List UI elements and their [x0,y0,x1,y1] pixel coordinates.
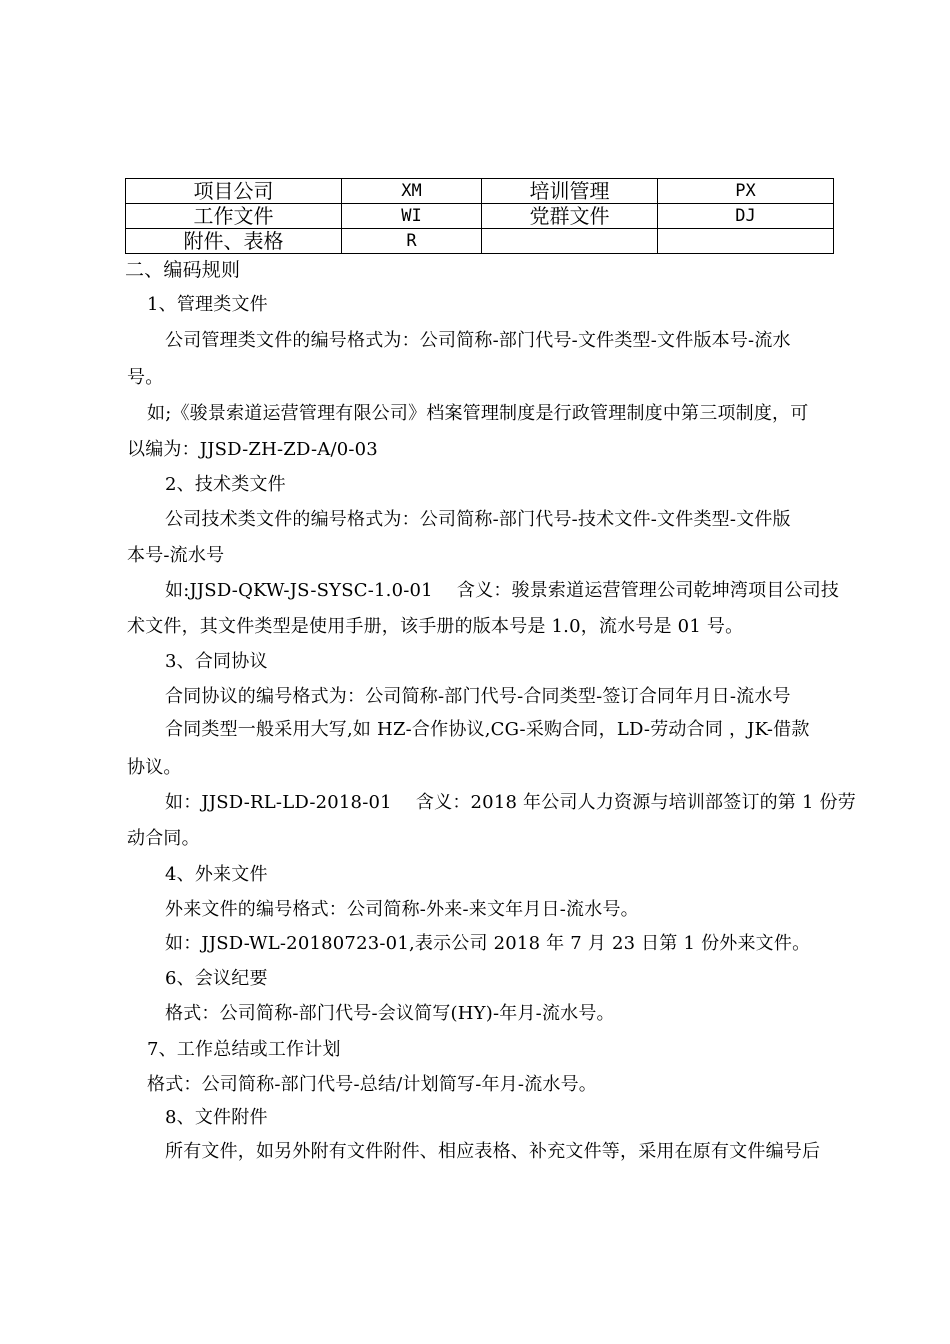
paragraph-line: 如;《骏景索道运营管理有限公司》档案管理制度是行政管理制度中第三项制度，可 [147,403,809,424]
subheading-attachments: 8、文件附件 [165,1107,268,1128]
subheading-contracts: 3、合同协议 [165,651,268,672]
code-table [125,178,834,254]
subheading-summary: 7、工作总结或工作计划 [147,1039,341,1060]
paragraph-line: 术文件，其文件类型是使用手册，该手册的版本号是 1.0，流水号是 01 号。 [127,616,744,637]
paragraph-line: 本号-流水号 [127,545,225,566]
paragraph-line: 合同协议的编号格式为：公司简称-部门代号-合同类型-签订合同年月日-流水号 [165,686,791,707]
paragraph-line: 以编为：JJSD-ZH-ZD-A/0-03 [127,439,378,460]
paragraph-line: 号。 [127,367,164,388]
table-cell [482,229,658,254]
paragraph-line: 协议。 [127,757,182,778]
paragraph-line: 公司管理类文件的编号格式为：公司简称-部门代号-文件类型-文件版本号-流水 [165,330,791,351]
paragraph-line: 如:JJSD-QKW-JS-SYSC-1.0-01 含义：骏景索道运营管理公司乾坤湾项目公司技 [165,580,840,601]
subheading-management: 1、管理类文件 [147,294,268,315]
subheading-external: 4、外来文件 [165,864,268,885]
subheading-technical: 2、技术类文件 [165,474,286,495]
table-cell: 项目公司 [126,179,342,204]
paragraph-line: 动合同。 [127,828,200,849]
paragraph-line: 格式：公司简称-部门代号-总结/计划简写-年月-流水号。 [147,1074,597,1095]
paragraph-line: 合同类型一般采用大写,如 HZ-合作协议,CG-采购合同，LD-劳动合同 ，JK-借款 [165,719,810,740]
table-row [126,179,834,204]
paragraph-line: 公司技术类文件的编号格式为：公司简称-部门代号-技术文件-文件类型-文件版 [165,509,791,530]
paragraph-line: 外来文件的编号格式：公司简称-外来-来文年月日-流水号。 [165,899,639,920]
subheading-minutes: 6、会议纪要 [165,968,268,989]
table-cell: PX [658,179,834,204]
paragraph-line: 格式：公司简称-部门代号-会议简写(HY)-年月-流水号。 [165,1003,615,1024]
paragraph-line: 如：JJSD-WL-20180723-01,表示公司 2018 年 7 月 23 日第 1 份外来文件。 [165,933,811,954]
table-cell [658,229,834,254]
table-row [126,229,834,254]
table-cell: R [342,229,482,254]
table-cell: WI [342,204,482,229]
paragraph-line: 如：JJSD-RL-LD-2018-01 含义：2018 年公司人力资源与培训部签订的第 1 份劳 [165,792,856,813]
table-cell: 工作文件 [126,204,342,229]
table-cell: 党群文件 [482,204,658,229]
table-cell: DJ [658,204,834,229]
section-heading: 二、编码规则 [125,259,241,281]
table-cell: 培训管理 [482,179,658,204]
table-row [126,204,834,229]
table-cell: XM [342,179,482,204]
table-cell: 附件、表格 [126,229,342,254]
paragraph-line: 所有文件，如另外附有文件附件、相应表格、补充文件等，采用在原有文件编号后 [165,1141,821,1162]
